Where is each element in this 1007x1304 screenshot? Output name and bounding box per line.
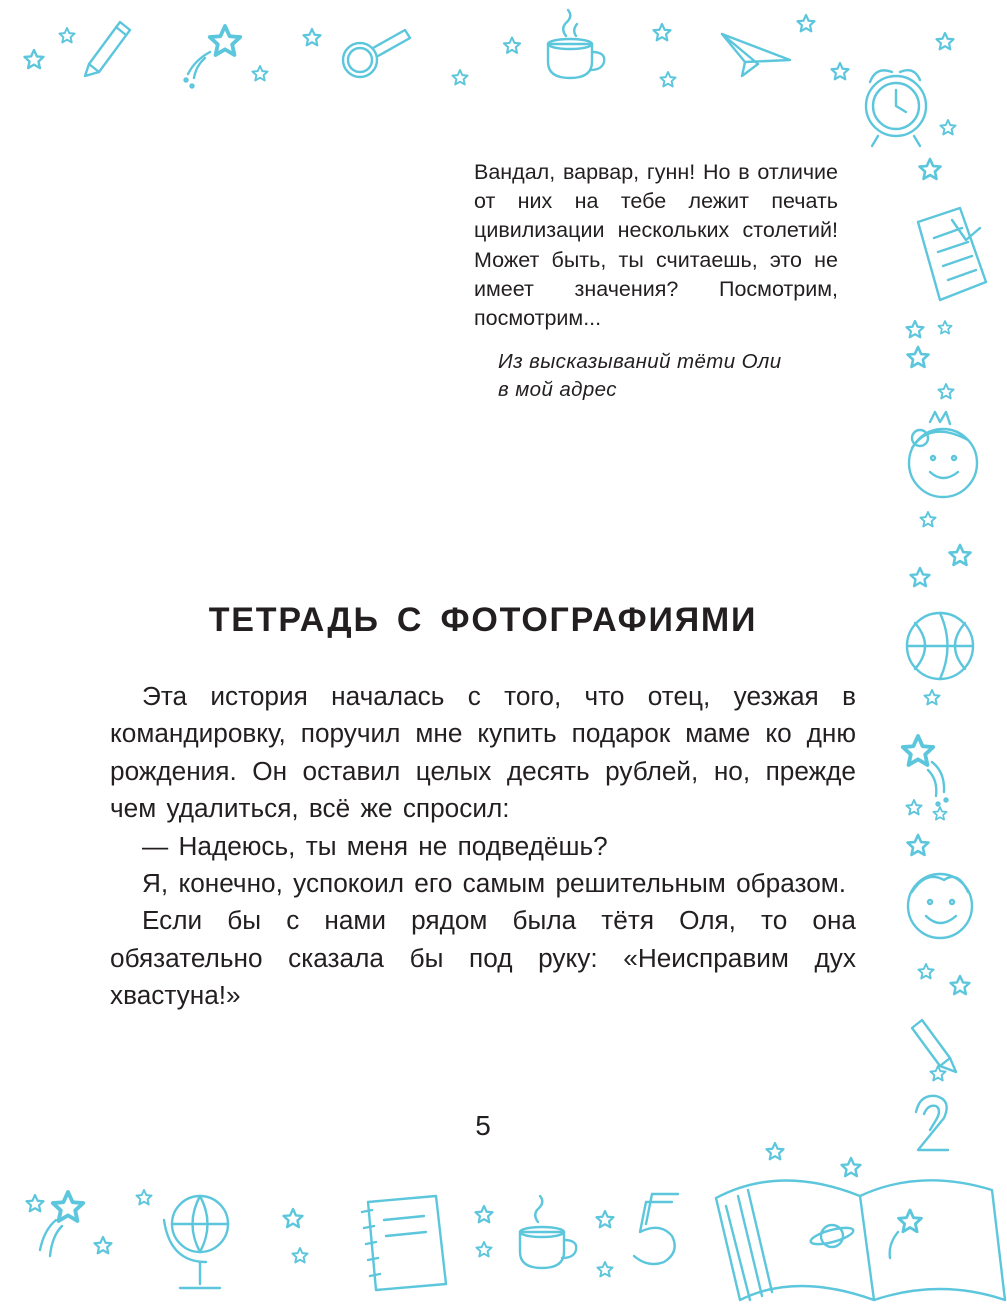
epigraph-source-line: в мой адрес: [498, 378, 617, 402]
coffee-cup-icon: [548, 10, 604, 78]
open-book-icon: [716, 1180, 1005, 1300]
shooting-star-icon: [903, 736, 948, 806]
pen-icon: [912, 1020, 956, 1072]
epigraph-source-line: Из высказываний тёти Оли: [498, 350, 782, 374]
number-five-icon: [634, 1194, 678, 1264]
ball-icon: [907, 613, 973, 679]
epigraph-text: Вандал, варвар, гунн! Но в отличие от них на тебе лежит печать цивилизации нескольких столетий! Может быть, ты считаешь, это не имеет значения? Посмотрим, посмотрим...: [474, 160, 838, 331]
paper-plane-icon: [722, 34, 790, 76]
epigraph-source: [498, 348, 828, 404]
epigraph: [474, 158, 838, 404]
note-paper-icon: [918, 208, 986, 300]
shooting-star-icon: [40, 1192, 83, 1256]
globe-icon: [164, 1196, 228, 1288]
paragraph: Если бы с нами рядом была тётя Оля, то она обязательно сказала бы под руку: «Неисправим дух хвастуна!»: [110, 905, 856, 1011]
notebook-icon: [362, 1196, 446, 1290]
alarm-clock-icon: [866, 70, 926, 146]
page-number: 5: [475, 1110, 491, 1141]
chapter-body: [110, 678, 856, 1015]
paragraph: Эта история началась с того, что отец, уезжая в командировку, поручил мне купить подарок маме ко дню рождения. Он оставил целых десять рублей, но, прежде чем удалиться, всё же спросил:: [110, 681, 856, 824]
chapter-title: ТЕТРАДЬ С ФОТОГРАФИЯМИ: [208, 601, 758, 639]
girl-face-icon: [909, 412, 977, 497]
coffee-cup-icon: [520, 1196, 576, 1268]
boy-face-icon: [908, 874, 972, 938]
pen-icon: [85, 22, 130, 76]
number-two-icon: [916, 1096, 948, 1150]
magnifier-icon: [343, 30, 410, 77]
shooting-star-icon: [185, 26, 241, 88]
paragraph: — Надеюсь, ты меня не подведёшь?: [142, 830, 608, 861]
paragraph: Я, конечно, успокоил его самым решительным образом.: [142, 868, 847, 899]
